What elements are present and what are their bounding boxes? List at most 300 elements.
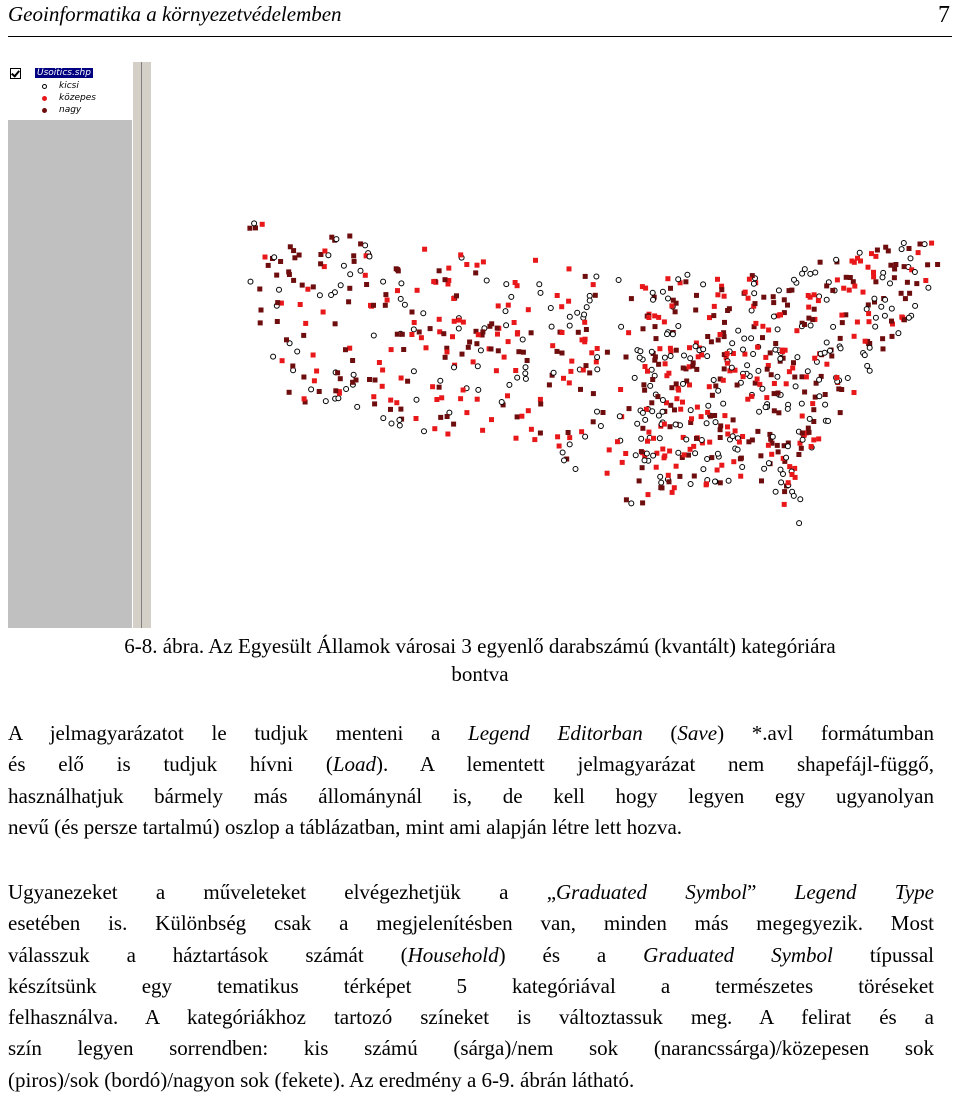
- legend-item-small: [42, 80, 79, 92]
- city-symbol: [660, 398, 665, 403]
- city-symbol: [716, 388, 721, 393]
- header-title: Geoinformatika a környezetvédelemben: [8, 2, 342, 26]
- city-symbol: [431, 279, 436, 284]
- paragraph-line: felhasználva. A kategóriákhoz tartozó színeket is változtassuk meg. A felirat és a: [8, 1005, 934, 1030]
- city-symbol: [409, 332, 414, 337]
- city-symbol: [715, 451, 720, 456]
- city-symbol: [506, 339, 511, 344]
- city-symbol: [704, 482, 709, 487]
- city-symbol: [760, 386, 765, 391]
- city-symbol: [688, 408, 693, 413]
- city-symbol: [808, 271, 813, 276]
- city-symbol: [784, 455, 789, 460]
- city-symbol: [797, 521, 802, 526]
- city-symbol: [637, 478, 642, 483]
- city-symbol: [583, 274, 588, 279]
- city-symbol: [830, 288, 835, 293]
- city-symbol: [840, 320, 845, 325]
- city-symbol: [852, 390, 857, 395]
- city-symbol: [514, 436, 519, 441]
- city-symbol: [738, 456, 743, 461]
- city-symbol: [519, 414, 524, 419]
- city-symbol: [495, 332, 500, 337]
- city-symbol: [560, 330, 565, 335]
- city-symbol: [303, 321, 308, 326]
- city-symbol: [718, 427, 723, 432]
- city-symbol: [428, 326, 433, 331]
- city-symbol: [886, 248, 891, 253]
- city-symbol: [584, 327, 589, 332]
- city-symbol: [828, 348, 833, 353]
- city-symbol: [759, 478, 764, 483]
- panel-scrollbar[interactable]: [132, 62, 151, 628]
- city-symbol: [792, 277, 797, 282]
- city-symbol: [753, 301, 758, 306]
- city-symbol: [746, 439, 751, 444]
- city-symbol: [395, 267, 400, 272]
- city-symbol: [889, 306, 894, 311]
- city-symbol: [441, 331, 446, 336]
- city-symbol: [810, 317, 815, 322]
- city-symbol: [573, 467, 578, 472]
- city-symbol: [778, 312, 783, 317]
- city-symbol: [377, 360, 382, 365]
- city-symbol: [802, 390, 807, 395]
- city-symbol: [656, 362, 661, 367]
- city-symbol: [755, 429, 760, 434]
- city-symbol: [589, 350, 594, 355]
- city-symbol: [713, 420, 718, 425]
- city-symbol: [730, 434, 735, 439]
- city-symbol: [560, 351, 565, 356]
- city-symbol: [800, 374, 805, 379]
- city-symbol: [757, 409, 762, 414]
- city-symbol: [768, 350, 773, 355]
- city-symbol: [889, 319, 894, 324]
- city-symbol: [807, 430, 812, 435]
- city-symbol: [388, 398, 393, 403]
- city-symbol: [811, 437, 816, 442]
- city-symbol: [555, 434, 560, 439]
- city-symbol: [626, 330, 631, 335]
- city-symbol: [834, 375, 839, 380]
- city-symbol: [690, 364, 695, 369]
- city-symbol: [364, 282, 369, 287]
- city-symbol: [776, 410, 781, 415]
- city-symbol: [682, 452, 687, 457]
- city-symbol: [437, 385, 442, 390]
- page-header: [8, 0, 952, 38]
- city-symbol: [601, 410, 606, 415]
- city-symbol: [794, 328, 799, 333]
- city-symbol: [587, 370, 592, 375]
- city-symbol: [769, 372, 774, 377]
- city-symbol: [869, 251, 874, 256]
- city-symbol: [380, 368, 385, 373]
- city-symbol: [745, 363, 750, 368]
- city-symbol: [650, 377, 655, 382]
- small-symbol-icon: [42, 84, 47, 89]
- city-symbol: [646, 430, 651, 435]
- city-symbol: [923, 278, 928, 283]
- city-symbol: [399, 376, 404, 381]
- city-symbol: [685, 272, 690, 277]
- city-symbol: [674, 381, 679, 386]
- city-symbol: [699, 414, 704, 419]
- city-symbol: [627, 406, 632, 411]
- city-symbol: [785, 444, 790, 449]
- city-symbol: [338, 376, 343, 381]
- city-symbol: [907, 246, 912, 251]
- city-symbol: [678, 407, 683, 412]
- city-symbol: [751, 352, 756, 357]
- city-symbol: [670, 490, 675, 495]
- city-symbol: [713, 383, 718, 388]
- city-symbol: [873, 324, 878, 329]
- us-cities-map: [158, 62, 953, 628]
- city-symbol: [753, 321, 758, 326]
- city-symbol: [373, 378, 378, 383]
- city-symbol: [731, 459, 736, 464]
- city-symbol: [747, 277, 752, 282]
- city-symbol: [912, 270, 917, 275]
- city-symbol: [367, 377, 372, 382]
- city-symbol: [922, 242, 927, 247]
- city-symbol: [566, 430, 571, 435]
- city-symbol: [538, 397, 543, 402]
- city-symbol: [581, 368, 586, 373]
- layer-visibility-checkbox[interactable]: [10, 68, 21, 79]
- city-symbol: [640, 500, 645, 505]
- city-symbol: [637, 355, 642, 360]
- city-symbol: [738, 474, 743, 479]
- city-symbol: [363, 273, 368, 278]
- city-symbol: [341, 263, 346, 268]
- city-symbol: [567, 314, 572, 319]
- city-symbol: [300, 283, 305, 288]
- city-symbol: [275, 300, 280, 305]
- city-symbol: [593, 293, 598, 298]
- city-symbol: [914, 281, 919, 286]
- paragraph-line: Ugyanezeket a műveleteket elvégezhetjük a „Graduated Symbol” Legend Type: [8, 880, 934, 904]
- paragraph-1: [8, 718, 934, 843]
- city-symbol: [845, 376, 850, 381]
- city-symbol: [901, 241, 906, 246]
- city-symbol: [464, 410, 469, 415]
- city-symbol: [657, 436, 662, 441]
- city-symbol: [290, 364, 295, 369]
- city-symbol: [292, 255, 297, 260]
- city-symbol: [343, 347, 348, 352]
- city-symbol: [591, 282, 596, 287]
- city-symbol: [802, 267, 807, 272]
- city-symbol: [397, 418, 402, 423]
- city-symbol: [650, 290, 655, 295]
- city-symbol: [666, 473, 671, 478]
- city-symbol: [749, 336, 754, 341]
- city-symbol: [745, 397, 750, 402]
- city-symbol: [896, 331, 901, 336]
- city-symbol: [532, 437, 537, 442]
- city-symbol: [280, 358, 285, 363]
- city-symbol: [322, 249, 327, 254]
- city-symbol: [673, 309, 678, 314]
- city-symbol: [692, 474, 697, 479]
- city-symbol: [726, 478, 731, 483]
- city-symbol: [620, 460, 625, 465]
- city-symbol: [761, 295, 766, 300]
- city-symbol: [515, 414, 520, 419]
- city-symbol: [707, 315, 712, 320]
- city-symbol: [867, 368, 872, 373]
- city-symbol: [302, 396, 307, 401]
- city-symbol: [579, 429, 584, 434]
- city-symbol: [668, 286, 673, 291]
- city-symbol: [776, 391, 781, 396]
- city-symbol: [398, 296, 403, 301]
- city-symbol: [567, 380, 572, 385]
- city-symbol: [666, 296, 671, 301]
- city-symbol: [605, 471, 610, 476]
- city-symbol: [595, 355, 600, 360]
- city-symbol: [461, 388, 466, 393]
- city-symbol: [725, 308, 730, 313]
- city-symbol: [792, 375, 797, 380]
- city-symbol: [412, 320, 417, 325]
- city-symbol: [520, 337, 525, 342]
- city-symbol: [749, 308, 754, 313]
- city-symbol: [419, 335, 424, 340]
- city-symbol: [452, 365, 457, 370]
- paragraph-line: válasszuk a háztartások számát (Household) és a Graduated Symbol típussal: [8, 942, 934, 967]
- city-symbol: [311, 284, 316, 289]
- city-symbol: [643, 417, 648, 422]
- city-symbol: [651, 297, 656, 302]
- city-symbol: [336, 396, 341, 401]
- city-symbol: [591, 391, 596, 396]
- legend-label: nagy: [59, 105, 82, 115]
- city-symbol: [640, 410, 645, 415]
- city-symbol: [645, 439, 650, 444]
- city-symbol: [808, 295, 813, 300]
- city-symbol: [538, 402, 543, 407]
- city-symbol: [618, 387, 623, 392]
- city-symbol: [381, 416, 386, 421]
- city-symbol: [674, 348, 679, 353]
- city-symbol: [715, 277, 720, 282]
- layer-name[interactable]: Usoitics.shp: [37, 68, 91, 78]
- city-symbol: [445, 414, 450, 419]
- legend-panel: [8, 62, 133, 628]
- city-symbol: [575, 310, 580, 315]
- city-symbol: [660, 409, 665, 414]
- city-symbol: [773, 489, 778, 494]
- city-symbol: [713, 479, 718, 484]
- city-symbol: [643, 364, 648, 369]
- city-symbol: [816, 298, 821, 303]
- paragraph-line: és elő is tudjuk hívni (Load). A lementett jelmagyarázat nem shapefájl-függő,: [8, 752, 934, 777]
- city-symbol: [286, 269, 291, 274]
- city-symbol: [475, 364, 480, 369]
- city-symbol: [852, 284, 857, 289]
- city-symbol: [372, 401, 377, 406]
- city-symbol: [735, 383, 740, 388]
- city-symbol: [452, 319, 457, 324]
- city-symbol: [866, 311, 871, 316]
- city-symbol: [776, 288, 781, 293]
- caption-line: bontva: [451, 662, 509, 686]
- city-symbol: [559, 304, 564, 309]
- city-symbol: [456, 326, 461, 331]
- city-symbol: [764, 395, 769, 400]
- city-symbol: [669, 303, 674, 308]
- city-symbol: [879, 304, 884, 309]
- city-symbol: [523, 371, 528, 376]
- city-symbol: [756, 368, 761, 373]
- city-symbol: [707, 440, 712, 445]
- city-symbol: [881, 346, 886, 351]
- city-symbol: [718, 332, 723, 337]
- city-symbol: [424, 345, 429, 350]
- city-symbol: [864, 307, 869, 312]
- city-symbol: [489, 321, 494, 326]
- city-symbol: [629, 501, 634, 506]
- city-symbol: [916, 250, 921, 255]
- large-symbol-icon: [42, 108, 47, 113]
- city-symbol: [460, 352, 465, 357]
- city-symbol: [388, 407, 393, 412]
- city-symbol: [278, 259, 283, 264]
- figure-screenshot: [8, 62, 953, 628]
- city-symbol: [582, 312, 587, 317]
- city-symbol: [583, 337, 588, 342]
- city-symbol: [752, 291, 757, 296]
- city-symbol: [662, 319, 667, 324]
- city-symbol: [334, 237, 339, 242]
- paragraph-line: esetében is. Különbség csak a megjelenítésben van, minden más megegyezik. Most: [8, 911, 934, 936]
- city-symbol: [576, 330, 581, 335]
- city-symbol: [557, 444, 562, 449]
- city-symbol: [852, 334, 857, 339]
- city-symbol: [725, 424, 730, 429]
- city-symbol: [662, 422, 667, 427]
- city-symbol: [862, 353, 867, 358]
- city-symbol: [550, 343, 555, 348]
- city-symbol: [812, 307, 817, 312]
- city-symbol: [538, 290, 543, 295]
- city-symbol: [398, 407, 403, 412]
- city-symbol: [800, 414, 805, 419]
- city-symbol: [687, 345, 692, 350]
- city-symbol: [350, 358, 355, 363]
- city-symbol: [651, 453, 656, 458]
- city-symbol: [778, 467, 783, 472]
- city-symbol: [645, 369, 650, 374]
- city-symbol: [338, 283, 343, 288]
- city-symbol: [742, 336, 747, 341]
- city-symbol: [471, 359, 476, 364]
- city-symbol: [414, 397, 419, 402]
- city-symbol: [800, 437, 805, 442]
- city-symbol: [411, 327, 416, 332]
- city-symbol: [806, 305, 811, 310]
- city-symbol: [722, 320, 727, 325]
- city-symbol: [397, 423, 402, 428]
- city-symbol: [475, 397, 480, 402]
- city-symbol: [706, 403, 711, 408]
- city-symbol: [598, 424, 603, 429]
- city-symbol: [646, 315, 651, 320]
- city-symbol: [509, 294, 514, 299]
- city-symbol: [371, 394, 376, 399]
- city-symbol: [892, 275, 897, 280]
- city-symbol: [778, 356, 783, 361]
- city-symbol: [402, 302, 407, 307]
- city-symbol: [776, 449, 781, 454]
- city-symbol: [595, 367, 600, 372]
- city-symbol: [605, 350, 610, 355]
- city-symbol: [773, 341, 778, 346]
- city-symbol: [790, 472, 795, 477]
- city-symbol: [695, 405, 700, 410]
- city-symbol: [873, 254, 878, 259]
- city-symbol: [668, 403, 673, 408]
- city-symbol: [295, 349, 300, 354]
- city-symbol: [787, 464, 792, 469]
- city-symbol: [740, 465, 745, 470]
- city-symbol: [434, 397, 439, 402]
- city-symbol: [804, 374, 809, 379]
- city-symbol: [680, 400, 685, 405]
- city-symbol: [649, 349, 654, 354]
- city-symbol: [652, 313, 657, 318]
- city-symbol: [699, 438, 704, 443]
- city-symbol: [721, 378, 726, 383]
- city-symbol: [719, 287, 724, 292]
- city-symbol: [277, 287, 282, 292]
- city-symbol: [478, 348, 483, 353]
- city-symbol: [741, 374, 746, 379]
- city-symbol: [786, 480, 791, 485]
- city-symbol: [746, 296, 751, 301]
- city-symbol: [760, 324, 765, 329]
- city-symbol: [660, 447, 665, 452]
- city-symbol: [865, 363, 870, 368]
- city-symbol: [772, 408, 777, 413]
- city-symbol: [799, 446, 804, 451]
- city-symbol: [673, 422, 678, 427]
- city-symbol: [705, 354, 710, 359]
- city-symbol: [808, 323, 813, 328]
- layer-row[interactable]: [10, 66, 93, 80]
- city-symbol: [523, 365, 528, 370]
- city-symbol: [888, 281, 893, 286]
- city-symbol: [301, 333, 306, 338]
- city-symbol: [395, 288, 400, 293]
- city-symbol: [653, 354, 658, 359]
- city-symbol: [771, 300, 776, 305]
- city-symbol: [905, 280, 910, 285]
- city-symbol: [594, 359, 599, 364]
- city-symbol: [688, 482, 693, 487]
- city-symbol: [907, 291, 912, 296]
- city-symbol: [481, 259, 486, 264]
- city-symbol: [430, 384, 435, 389]
- city-symbol: [595, 409, 600, 414]
- city-symbol: [358, 241, 363, 246]
- medium-symbol-icon: [42, 96, 47, 101]
- city-symbol: [883, 297, 888, 302]
